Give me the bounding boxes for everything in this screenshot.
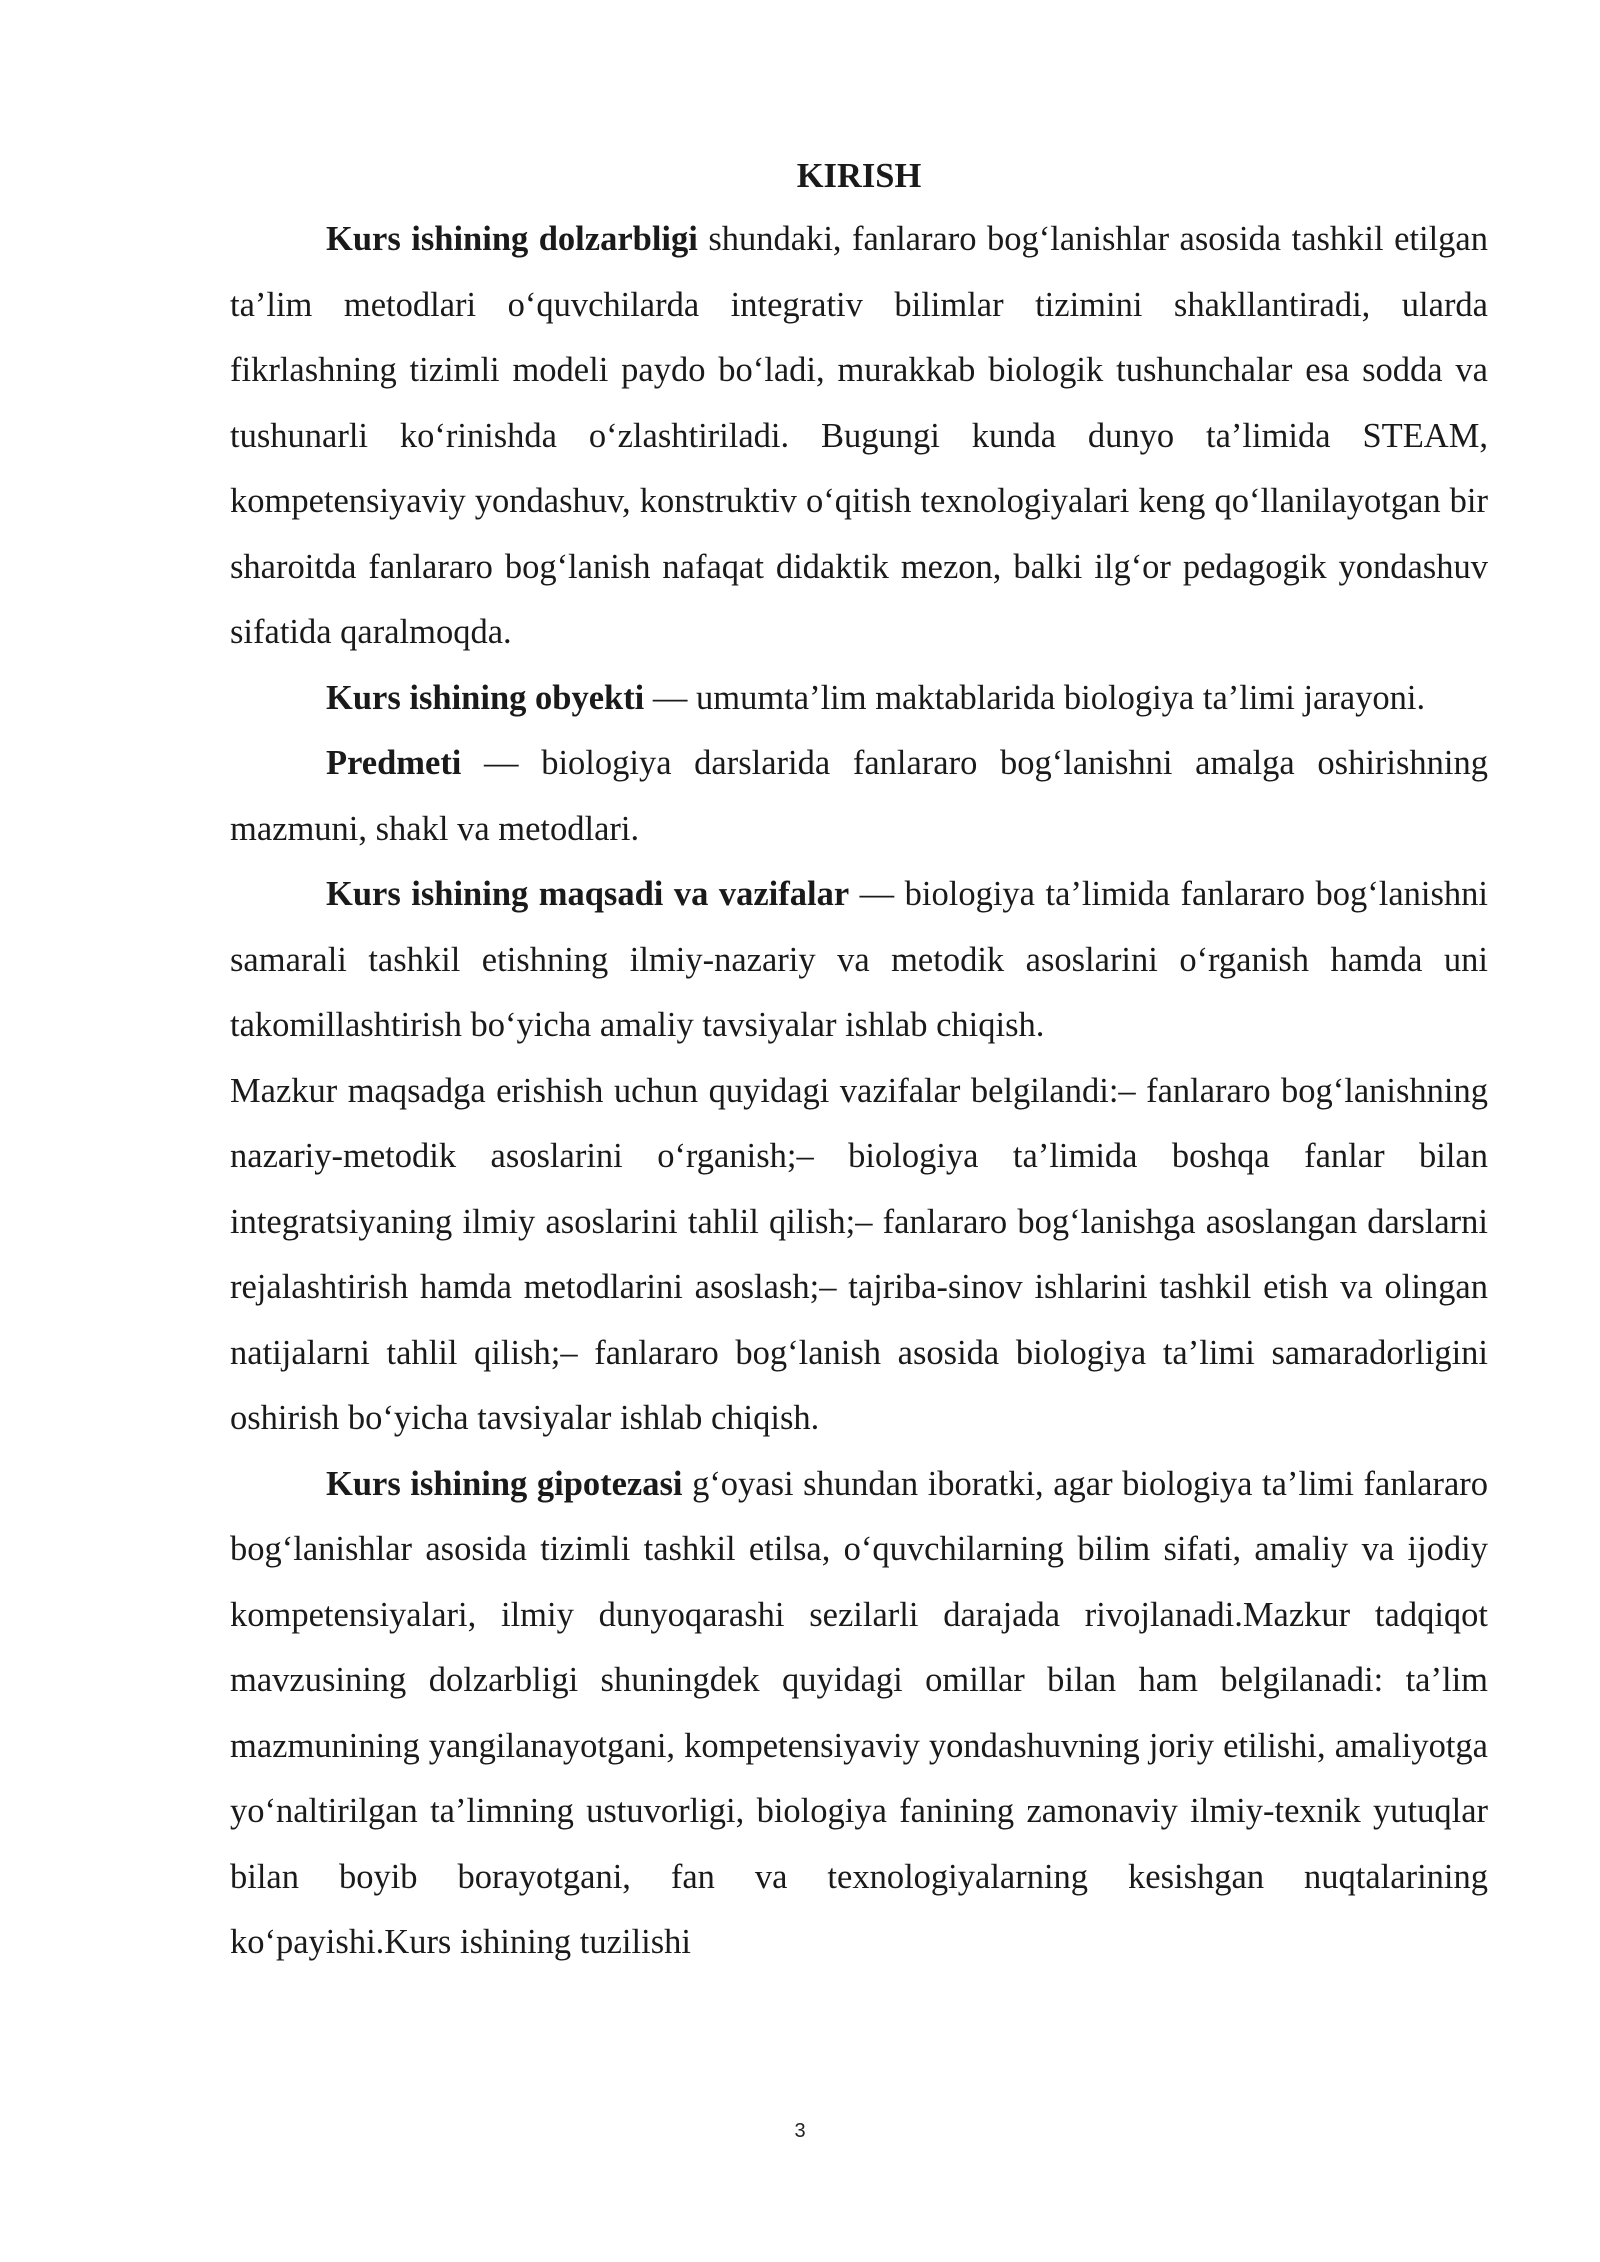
paragraph-tasks — [230, 1059, 1488, 1452]
paragraph-subject — [230, 731, 1488, 862]
paragraph-lead: Kurs ishining maqsadi va vazifalar — [326, 875, 850, 913]
paragraph-goal — [230, 862, 1488, 1059]
paragraph-relevance — [230, 207, 1488, 666]
paragraph-object — [230, 666, 1488, 732]
paragraph-text: — umumta’lim maktablarida biologiya ta’limi jarayoni. — [644, 678, 1426, 717]
section-heading: KIRISH — [796, 157, 922, 195]
paragraph-lead: Kurs ishining gipotezasi — [326, 1464, 683, 1503]
paragraph-lead: Predmeti — [326, 744, 462, 782]
paragraph-lead: Kurs ishining dolzarbligi — [326, 220, 698, 258]
paragraph-text: — biologiya ta’limida fanlararo bog‘lanishni samarali tashkil etishning ilmiy-nazariy va metodik asoslarini o‘rganish hamda uni takomillashtirish bo‘yicha amaliy tavsiyalar ishlab chiqish. — [230, 875, 1488, 1044]
paragraph-text: Mazkur maqsadga erishish uchun quyidagi vazifalar belgilandi:– fanlararo bog‘lanishning nazariy-metodik asoslarini o‘rganish;– biologiya ta’limida boshqa fanlar bilan integratsiyaning ilmiy asoslarini tahlil qilish;– fanlararo bog‘lanishga asoslangan darslarni rejalashtirish hamda metodlarini asoslash;– tajriba-sinov ishlarini tashkil etish va olingan natijalarni tahlil qilish;– fanlararo bog‘lanish asosida biologiya ta’limi samaradorligini oshirish bo‘yicha tavsiyalar ishlab chiqish. — [230, 1071, 1488, 1437]
page-number: 3 — [794, 2120, 806, 2142]
paragraph-lead: Kurs ishining obyekti — [326, 678, 645, 717]
page-content — [230, 145, 1488, 1976]
paragraph-text: g‘oyasi shundan iboratki, agar biologiya ta’limi fanlararo bog‘lanishlar asosida tizimli tashkil etilsa, o‘quvchilarning bilim sifati, amaliy va ijodiy kompetensiyalari, ilmiy dunyoqarashi sezilarli darajada rivojlanadi.Mazkur tadqiqot mavzusining dolzarbligi shuningdek quyidagi omillar bilan ham belgilanadi: ta’lim mazmunining yangilanayotgani, kompetensiyaviy yondashuvning joriy etilishi, amaliyotga yo‘naltirilgan ta’limning ustuvorligi, biologiya fanining zamonaviy ilmiy-texnik yutuqlar bilan boyib borayotgani, fan va texnologiyalarning kesishgan nuqtalarining ko‘payishi.Kurs ishining tuzilishi — [230, 1464, 1489, 1961]
paragraph-hypothesis — [230, 1452, 1488, 1976]
paragraph-text: — biologiya darslarida fanlararo bog‘lanishni amalga oshirishning mazmuni, shakl va metodlari. — [230, 744, 1488, 848]
paragraph-text: shundaki, fanlararo bog‘lanishlar asosida tashkil etilgan ta’lim metodlari o‘quvchilarda integrativ bilimlar tizimini shakllantiradi, ularda fikrlashning tizimli modeli paydo bo‘ladi, murakkab biologik tushunchalar esa sodda va tushunarli ko‘rinishda o‘zlashtiriladi. Bugungi kunda dunyo ta’limida STEAM, kompetensiyaviy yondashuv, konstruktiv o‘qitish texnologiyalari keng qo‘llanilayotgan bir sharoitda fanlararo bog‘lanish nafaqat didaktik mezon, balki ilg‘or pedagogik yondashuv sifatida qaralmoqda. — [230, 220, 1488, 651]
